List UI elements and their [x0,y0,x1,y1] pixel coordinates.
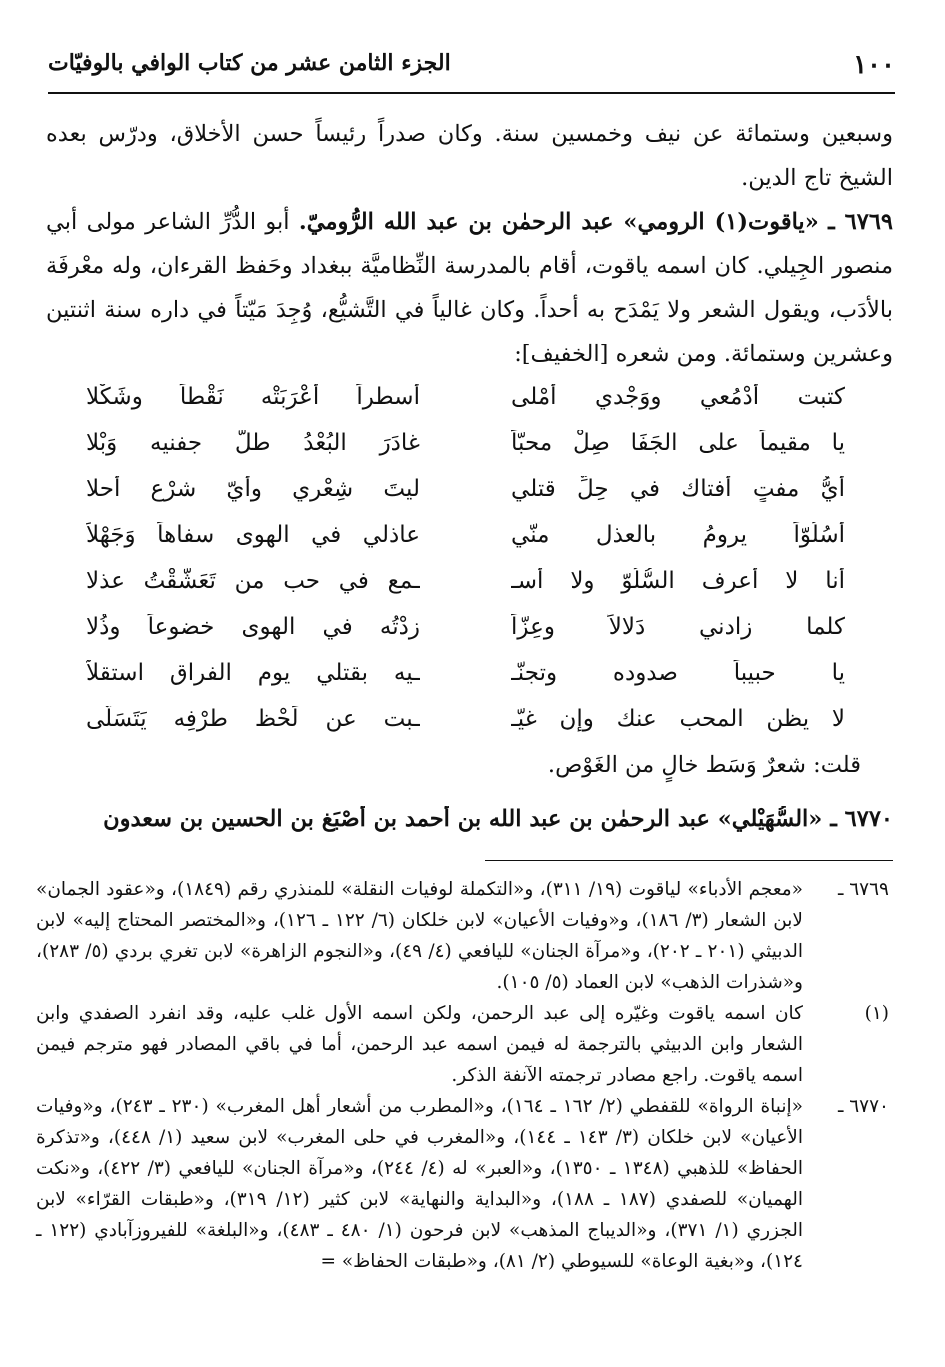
verse-first-hemistich: كتبت أدْمُعي ووَجْدي أمْلى [511,384,845,410]
footnote [36,874,889,998]
poem-verse [86,614,845,660]
entry-6770 [46,806,893,832]
main-text [46,112,893,376]
poem [86,384,845,752]
entry-6769-heading: «ياقوت(١) الرومي» عبد الرحمٰن بن عبد الله الرُّوميّ. [298,209,819,235]
poem-verse [86,660,845,706]
poem-verse [86,706,845,752]
footnote-mark: ٦٧٦٩ ـ [837,879,889,900]
running-title: الجزء الثامن عشر من كتاب الوافي بالوفيّات [48,50,451,76]
verse-first-hemistich: أسُلُوّاً يرومُ بالعذل منّي [511,522,845,548]
poem-verse [86,568,845,614]
opening-paragraph: وسبعين وستمائة عن نيف وخمسين سنة. وكان صدراً رئيساً حسن الأخلاق، ودرّس بعده الشيخ تاج الدين. [46,121,893,191]
verse-first-hemistich: يا حبيباً صدوده وتجنّـ [511,660,845,686]
footnote-mark: (١) [864,1003,889,1024]
entry-6769-number: ٦٧٦٩ ـ [828,209,893,235]
verse-second-hemistich: ـمع في حب من تَعَشَّقْتُ عذلا [86,568,420,594]
page-header [48,46,895,94]
entry-6769 [46,200,893,376]
poem-verse [86,384,845,430]
footnote-text: «معجم الأدباء» لياقوت (١٩/ ٣١١)، و«التكملة لوفيات النقلة» للمنذري رقم (١٨٤٩)، و«عقود الجمان» لابن الشعار (٣/ ١٨٦)، و«وفيات الأعيان» لابن خلكان (٦/ ١٢٢ ـ ١٢٦)، و«المختصر المحتاج إليه» لابن الدبيثي (٢٠١ ـ ٢٠٢)، و«مرآة الجنان» لليافعي (٤/ ٤٩)، و«النجوم الزاهرة» لابن تغري بردي (٥/ ٢٨٣)، و«شذرات الذهب» لابن العماد (٥/ ١٠٥). [36,879,804,993]
verse-second-hemistich: زِدْتُه في الهوى خضوعاً وذُلا [86,614,420,640]
verse-first-hemistich: لا يظن المحب عنك وإن غيّـ [511,706,845,732]
verse-second-hemistich: غادَرَ البُعْدُ طلّ جفنيه وَبْلا [86,430,420,456]
footnote [36,998,889,1091]
entry-6770-heading: «السُّهَيْلي» عبد الرحمٰن بن عبد الله بن أحمد بن أَصْبَغ بن الحسين بن سعدون [103,806,823,832]
footnote-text: «إنباة الرواة» للقفطي (٢/ ١٦٢ ـ ١٦٤)، و«المطرب من أشعار أهل المغرب» (٢٣٠ ـ ٢٤٣)، و«وفيات الأعيان» لابن خلكان (٣/ ١٤٣ ـ ١٤٤)، و«المغرب في حلى المغرب» لابن سعيد (١/ ٤٤٨)، و«تذكرة الحفاظ» للذهبي (١٣٤٨ ـ ١٣٥٠)، و«العبر» له (٤/ ٢٤٤)، و«مرآة الجنان» لليافعي (٣/ ٤٢٢)، و«نكت الهميان» للصفدي (١٨٧ ـ ١٨٨)، و«البداية والنهاية» لابن كثير (١٢/ ٣١٩)، و«طبقات القرّاء» لابن الجزري (١/ ٣٧١)، و«الديباج المذهب» لابن فرحون (١/ ٤٨٠ ـ ٤٨٣)، و«البلغة» للفيروزآبادي (١٢٢ ـ ١٢٤)، و«بغية الوعاة» للسيوطي (٢/ ٨١)، و«طبقات الحفاظ» = [36,1096,803,1272]
poem-verse [86,522,845,568]
entry-6770-number: ٦٧٧٠ ـ [830,806,893,832]
footnote [36,1091,889,1277]
verse-first-hemistich: أيُّ مفتٍ أفتاك في حِلِّ قتلي [511,476,845,502]
footnote-text: كان اسمه ياقوت وغيّره إلى عبد الرحمن، ولكن اسمه الأول غلب عليه، وقد انفرد الصفدي وابن الشعار وابن الدبيثي بالترجمة له فيمن اسمه عبد الرحمن، أما في باقي المصادر فهو مترجم فيمن اسمه ياقوت. راجع مصادر ترجمته الآنفة الذكر. [36,1003,803,1086]
footnotes [36,874,889,1277]
footnote-separator [485,860,893,861]
entry-6769-text: أبو الدُّرِّ الشاعر مولى أبي منصور الجِيلي. كان اسمه ياقوت، أقام بالمدرسة النِّظاميَّة ببغداد وحَفظ القرءان، وله معْرفَة بالأدَب، ويقول الشعر ولا يَمْدَح به أحداً. وكان غالياً في التَّشيُّع، وُجِدَ مَيّتاً في داره سنة اثنتين وعشرين وستمائة. ومن شعره [الخفيف]: [46,209,893,367]
verse-first-hemistich: كلما زادني دَلالاً وعِزّاً [511,614,845,640]
poem-comment: قلت: شعرٌ وَسَط خالٍ من الغَوْص. [547,752,861,778]
verse-second-hemistich: عاذلي في الهوى سفاهاً وَجَهْلاً [86,522,420,548]
verse-second-hemistich: أسطراً أعْرَبَتْه نَقْطاً وشَكْلا [86,384,420,410]
verse-first-hemistich: يا مقيماً على الجَفَا صِلْ محبّاً [511,430,845,456]
page-number: ١٠٠ [853,50,895,80]
verse-second-hemistich: ليتَ شِعْري وأيّ شرْع أحلا [86,476,420,502]
header-rule [48,92,895,94]
verse-second-hemistich: ـبت عن لَحْظ طرْفِه يَتَسَلّى [86,706,420,732]
verse-first-hemistich: أنا لا أعرف السُّلُوّ ولا أسـ [511,568,845,594]
poem-verse [86,430,845,476]
verse-second-hemistich: ـيه بقتلي يوم الفراق استقلاّ [86,660,420,686]
footnote-mark: ٦٧٧٠ ـ [837,1096,889,1117]
poem-verse [86,476,845,522]
